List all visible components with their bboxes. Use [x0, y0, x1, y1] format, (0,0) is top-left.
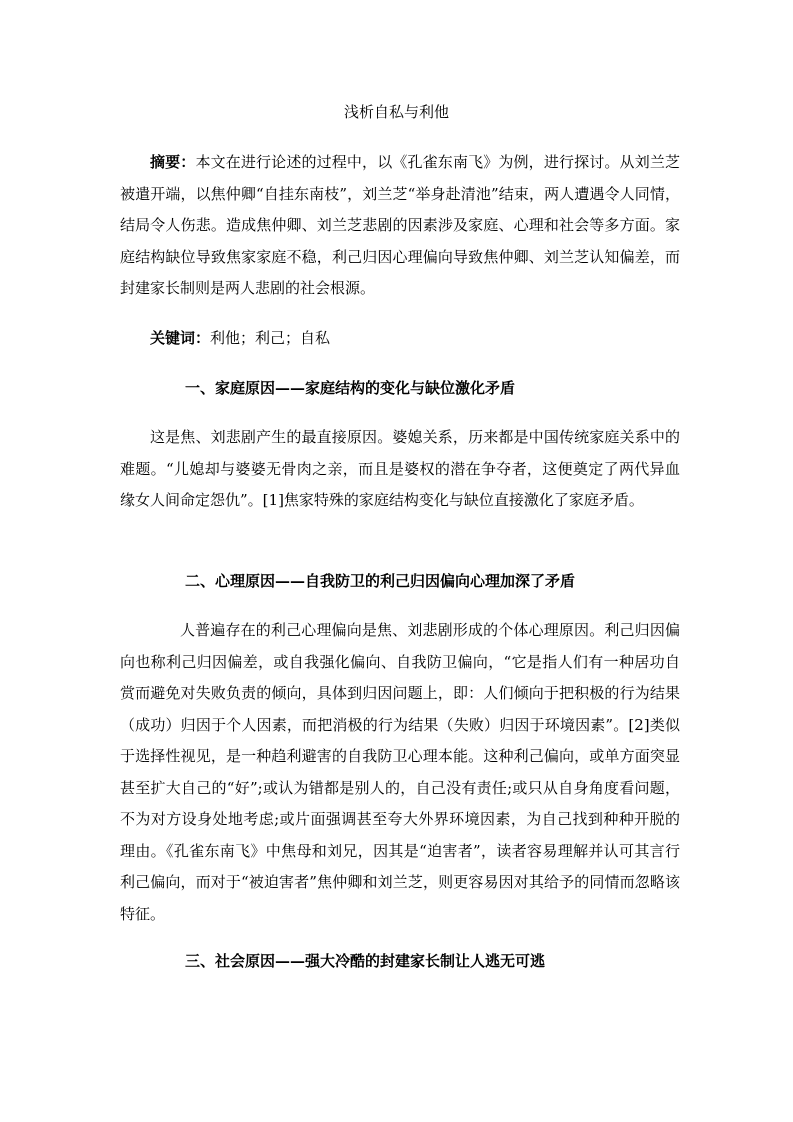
section-heading-psychology: 二、心理原因——自我防卫的利己归因偏向心理加深了矛盾	[185, 572, 576, 590]
abstract-label: 摘要：	[150, 153, 196, 171]
abstract-text: 本文在进行论述的过程中，以《孔雀东南飞》为例，进行探讨。从刘兰芝被遣开端，以焦仲卿“自挂东南枝”，刘兰芝“举身赴清池”结束，两人遭遇令人同情，结局令人伤悲。造成焦仲卿、刘兰芝悲剧的因素涉及家庭、心理和社会等多方面。家庭结构缺位导致焦家家庭不稳，利己归因心理偏向导致焦仲卿、刘兰芝认知偏差，而封建家长制则是两人悲剧的社会根源。	[120, 153, 680, 297]
keywords-line	[150, 326, 670, 350]
section-heading-family: 一、家庭原因——家庭结构的变化与缺位激化矛盾	[185, 379, 516, 397]
abstract-paragraph	[120, 147, 680, 305]
keywords-text: 利他；利己；自私	[210, 329, 331, 347]
document-title: 浅析自私与利他	[343, 103, 449, 121]
section-heading-society: 三、社会原因——强大冷酷的封建家长制让人逃无可逃	[185, 952, 546, 970]
section-body-psychology: 人普遍存在的利己心理偏向是焦、刘悲剧形成的个体心理原因。利己归因偏向也称利己归因偏差，或自我强化偏向、自我防卫偏向，“它是指人们有一种居功自赏而避免对失败负责的倾向，具体到归因问题上，即：人们倾向于把积极的行为结果（成功）归因于个人因素，而把消极的行为结果（失败）归因于环境因素”。[2]类似于选择性视见，是一种趋利避害的自我防卫心理本能。这种利己偏向，或单方面突显甚至扩大自己的“好”;或认为错都是别人的，自己没有责任;或只从自身角度看问题，不为对方设身处地考虑;或片面强调甚至夸大外界环境因素，为自己找到种种开脱的理由。《孔雀东南飞》中焦母和刘兄，因其是“迫害者”，读者容易理解并认可其言行利己偏向，而对于“被迫害者”焦仲卿和刘兰芝，则更容易因对其给予的同情而忽略该特征。	[120, 621, 680, 923]
section-body-family: 这是焦、刘悲剧产生的最直接原因。婆媳关系，历来都是中国传统家庭关系中的难题。“儿媳却与婆婆无骨肉之亲，而且是婆权的潜在争夺者，这便奠定了两代异血缘女人间命定怨仇”。[1]焦家特殊的家庭结构变化与缺位直接激化了家庭矛盾。	[120, 428, 680, 509]
keywords-label: 关键词：	[150, 329, 211, 347]
